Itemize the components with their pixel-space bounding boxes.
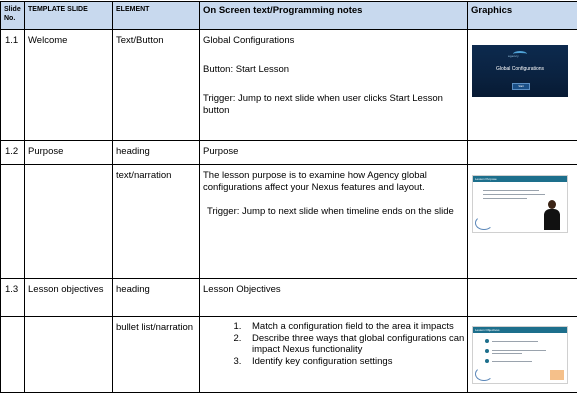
bullet-dot-icon xyxy=(485,349,489,353)
presenter-image xyxy=(543,200,561,230)
template-slide-cell xyxy=(25,317,113,393)
header-graphics: Graphics xyxy=(468,2,577,30)
thumbnail-start-button: Start xyxy=(512,83,530,90)
template-slide-cell: Purpose xyxy=(25,141,113,165)
notes-cell: Lesson Objectives xyxy=(200,279,468,317)
graphics-cell xyxy=(468,279,577,317)
notes-cell xyxy=(200,30,468,141)
storyboard-table xyxy=(0,1,577,393)
purpose-slide-thumbnail xyxy=(472,175,568,233)
notes-line: Button: Start Lesson xyxy=(203,64,290,75)
table-row xyxy=(1,30,577,141)
objectives-slide-thumbnail xyxy=(472,326,568,384)
template-slide-cell: Lesson objectives xyxy=(25,279,113,317)
graphics-cell xyxy=(468,141,577,165)
list-item: 3. Identify key configuration settings xyxy=(244,356,467,368)
objectives-list xyxy=(200,321,467,367)
bullet-dot-icon xyxy=(485,359,489,363)
table-row xyxy=(1,141,577,165)
bullet-dot-icon xyxy=(485,339,489,343)
text-line xyxy=(483,190,539,191)
header-element: ELEMENT xyxy=(113,2,200,30)
callout-box xyxy=(550,370,564,380)
template-slide-cell xyxy=(25,165,113,279)
decorative-curve-icon xyxy=(475,367,493,381)
notes-cell xyxy=(200,317,468,393)
element-cell: heading xyxy=(113,279,200,317)
slide-number-cell: 1.2 xyxy=(1,141,25,165)
table-row xyxy=(1,279,577,317)
slide-number-cell xyxy=(1,317,25,393)
table-row xyxy=(1,317,577,393)
element-cell: Text/Button xyxy=(113,30,200,141)
decorative-curve-icon xyxy=(475,216,493,230)
table-row xyxy=(1,165,577,279)
text-line xyxy=(492,361,532,362)
text-line xyxy=(492,341,538,342)
graphics-cell xyxy=(468,317,577,393)
text-line xyxy=(483,194,545,195)
list-item: 1. Match a configuration field to the area it impacts xyxy=(244,321,467,333)
notes-line: The lesson purpose is to examine how Agency global configurations affect your Nexus features and layout. xyxy=(203,170,427,193)
graphics-cell xyxy=(468,165,577,279)
element-cell: heading xyxy=(113,141,200,165)
header-slide-no: Slide No. xyxy=(1,2,25,30)
header-row xyxy=(1,2,577,30)
slide-number-cell: 1.1 xyxy=(1,30,25,141)
notes-cell: Purpose xyxy=(200,141,468,165)
slide-number-cell: 1.3 xyxy=(1,279,25,317)
text-line xyxy=(492,350,546,351)
welcome-slide-thumbnail xyxy=(472,45,568,97)
text-line xyxy=(492,353,522,354)
slide-number-cell xyxy=(1,165,25,279)
notes-line: Global Configurations xyxy=(203,35,295,46)
template-slide-cell: Welcome xyxy=(25,30,113,141)
text-line xyxy=(483,198,527,199)
thumbnail-header-bar: Lesson Objectives xyxy=(473,327,567,333)
element-cell: text/narration xyxy=(113,165,200,279)
notes-line: Trigger: Jump to next slide when user clicks Start Lesson button xyxy=(203,93,443,116)
graphics-cell xyxy=(468,30,577,141)
logo-text: agency xyxy=(508,54,519,58)
element-cell: bullet list/narration xyxy=(113,317,200,393)
header-template-slide: TEMPLATE SLIDE xyxy=(25,2,113,30)
header-notes: On Screen text/Programming notes xyxy=(200,2,468,30)
thumbnail-title: Global Configurations xyxy=(495,66,545,72)
notes-line: Trigger: Jump to next slide when timeline ends on the slide xyxy=(207,206,454,217)
list-item: 2. Describe three ways that global configurations can impact Nexus functionality xyxy=(244,333,467,356)
thumbnail-header-bar: Lesson Purpose xyxy=(473,176,567,182)
notes-cell xyxy=(200,165,468,279)
